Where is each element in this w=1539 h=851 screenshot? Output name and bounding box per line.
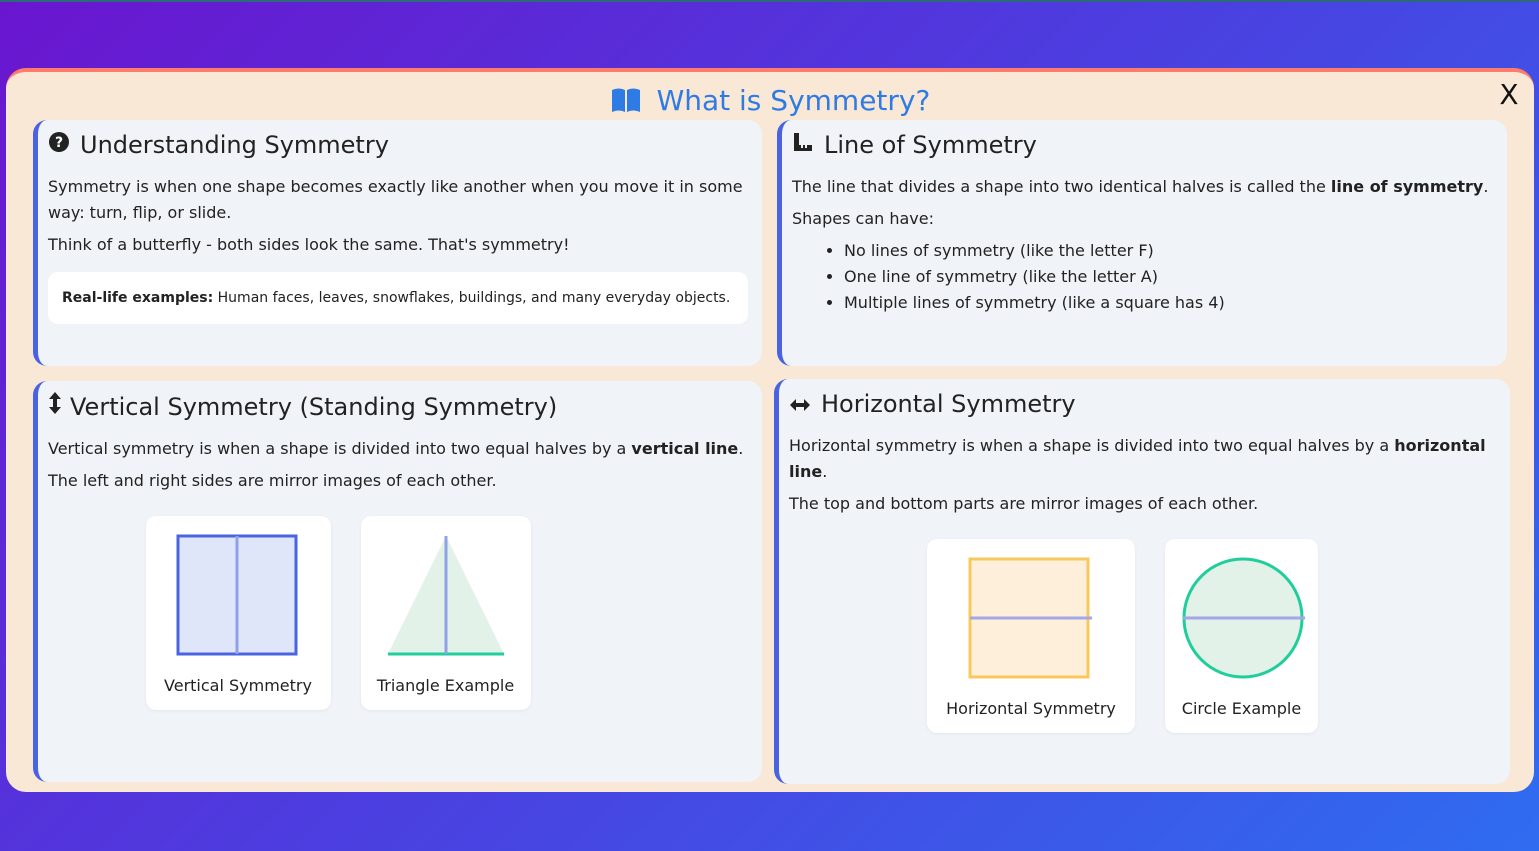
horizontal-square-shape — [968, 557, 1094, 681]
line-p1 — [792, 174, 1493, 200]
line-list — [844, 238, 1493, 316]
figure-vertical-square — [146, 516, 331, 710]
horizontal-p1-end: . — [822, 462, 828, 481]
question-circle-icon — [48, 130, 70, 160]
horizontal-figures — [749, 539, 1496, 733]
card-line-title: Line of Symmetry — [824, 131, 1037, 159]
modal-title — [6, 84, 1534, 118]
vertical-square-shape — [176, 534, 300, 658]
list-item: • Multiple lines of symmetry (like a square has 4) — [844, 290, 1493, 316]
understanding-p2: Think of a butterfly - both sides look the same. That's symmetry! — [48, 235, 570, 254]
svg-text:?: ? — [54, 135, 64, 151]
figure-caption: Triangle Example — [376, 676, 515, 695]
vertical-p2: The left and right sides are mirror images of each other. — [48, 471, 497, 490]
line-p1-end: . — [1483, 177, 1489, 196]
card-line-of-symmetry — [777, 120, 1507, 366]
card-horizontal-title: Horizontal Symmetry — [821, 390, 1076, 418]
vertical-figures — [6, 516, 748, 710]
list-item: • No lines of symmetry (like the letter F) — [844, 238, 1493, 264]
figure-caption: Circle Example — [1181, 699, 1302, 718]
card-horizontal-symmetry — [774, 379, 1510, 784]
figure-caption: Horizontal Symmetry — [946, 699, 1116, 718]
card-understanding-heading — [48, 130, 748, 160]
card-vertical-heading — [48, 391, 748, 422]
card-vertical-title: Vertical Symmetry (Standing Symmetry) — [70, 392, 558, 421]
horizontal-p2: The top and bottom parts are mirror images of each other. — [789, 494, 1259, 513]
figure-triangle — [361, 516, 531, 710]
card-horizontal-heading — [789, 389, 1496, 419]
vertical-p1 — [48, 436, 748, 462]
card-understanding — [33, 120, 762, 366]
line-p1-bold: line of symmetry — [1330, 177, 1484, 196]
horizontal-p1-text: Horizontal symmetry is when a shape is divided into two equal halves by a — [789, 436, 1395, 455]
vertical-arrows-icon — [48, 391, 62, 422]
card-understanding-title: Understanding Symmetry — [80, 131, 389, 159]
horizontal-arrows-icon — [789, 389, 811, 419]
examples-text: Human faces, leaves, snowflakes, buildings, and many everyday objects. — [217, 290, 731, 306]
figure-circle — [1165, 539, 1318, 733]
close-button[interactable]: X — [1499, 78, 1519, 111]
examples-label: Real-life examples: — [62, 290, 214, 306]
line-p1-text: The line that divides a shape into two identical halves is called the — [792, 177, 1331, 196]
vertical-p1-text: Vertical symmetry is when a shape is divided into two equal halves by a — [48, 439, 632, 458]
circle-shape — [1181, 557, 1307, 681]
vertical-p1-bold: vertical line — [631, 439, 739, 458]
symmetry-modal — [6, 68, 1534, 792]
card-line-heading — [792, 130, 1493, 160]
horizontal-p1-bold: horizontal line — [789, 436, 1486, 481]
horizontal-p1 — [789, 433, 1496, 485]
real-life-examples-box — [48, 272, 748, 324]
modal-title-text: What is Symmetry? — [656, 84, 931, 117]
book-icon — [610, 84, 657, 117]
ruler-icon — [792, 130, 814, 160]
card-vertical-symmetry — [33, 381, 762, 782]
window-top-line — [0, 0, 1539, 2]
line-p2: Shapes can have: — [792, 209, 934, 228]
triangle-shape — [384, 534, 508, 658]
list-item: • One line of symmetry (like the letter A) — [844, 264, 1493, 290]
understanding-p1: Symmetry is when one shape becomes exactly like another when you move it in some way: turn, flip, or slide. — [48, 177, 743, 222]
figure-caption: Vertical Symmetry — [164, 676, 312, 695]
vertical-p1-end: . — [738, 439, 744, 458]
figure-horizontal-square — [927, 539, 1135, 733]
